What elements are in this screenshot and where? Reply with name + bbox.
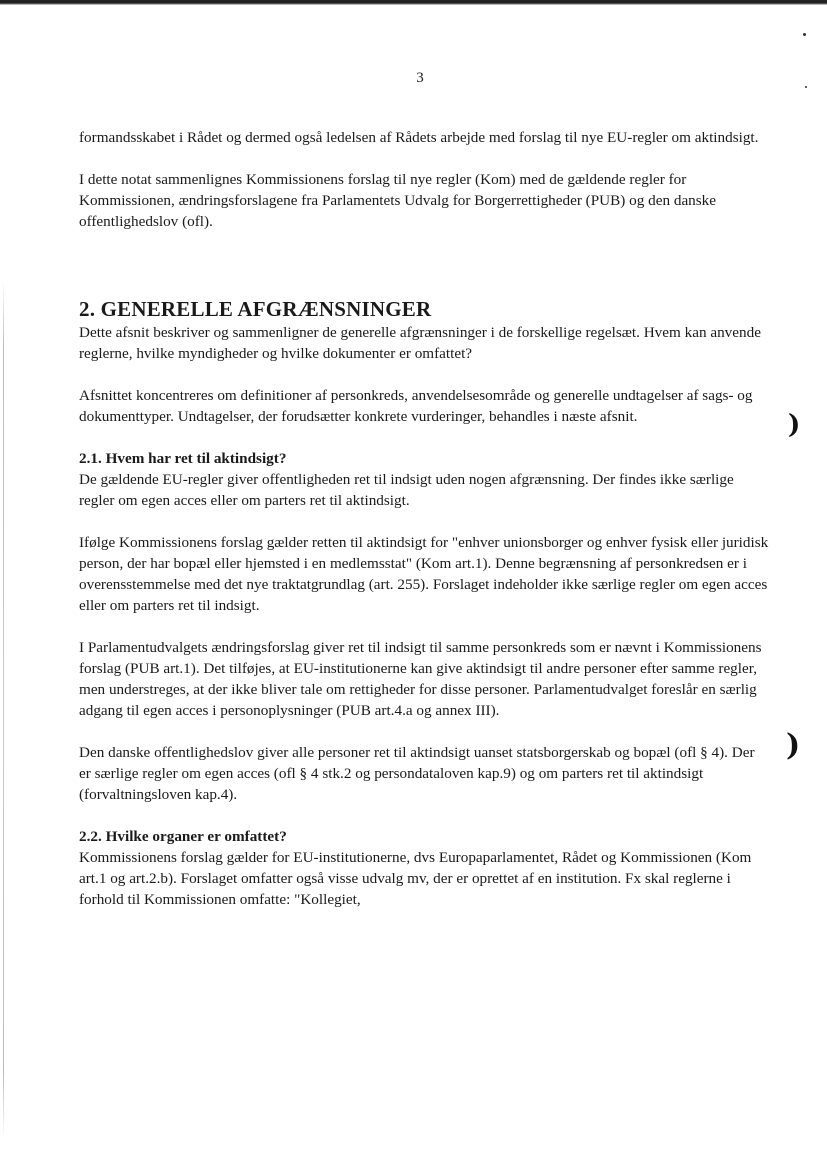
document-body xyxy=(79,127,769,910)
margin-mark: ) xyxy=(786,728,801,763)
paragraph: Ifølge Kommissionens forslag gælder retten til aktindsigt for "enhver unionsborger og enhver fysisk eller juridisk person, der har bopæl eller hjemsted i en medlemsstat" (Kom art.1). Denne begrænsning af personkredsen er i overensstemmelse med det nye traktatgrundlag (art. 255). Forslaget indeholder ikke særlige regler om egen acces eller om parters ret til indsigt. xyxy=(79,534,769,614)
paragraph: De gældende EU-regler giver offentligheden ret til indsigt uden nogen afgrænsning. Der findes ikke særlige regler om egen acces eller om parters ret til aktindsigt. xyxy=(79,471,734,509)
subsection-heading: 2.1. Hvem har ret til aktindsigt? xyxy=(79,450,287,467)
paragraph: formandsskabet i Rådet og dermed også ledelsen af Rådets arbejde med forslag til nye EU-regler om aktindsigt. xyxy=(79,129,759,146)
paragraph: I dette notat sammenlignes Kommissionens forslag til nye regler (Kom) med de gældende regler for Kommissionen, ændringsforslagene fra Parlamentets Udvalg for Borgerrettigheder (PUB) og den danske offentlighedslov (ofl). xyxy=(79,171,717,230)
section-heading: 2. GENERELLE AFGRÆNSNINGER xyxy=(79,297,432,321)
top-scan-edge xyxy=(0,0,827,5)
subsection-heading: 2.2. Hvilke organer er omfattet? xyxy=(79,828,287,845)
paragraph: Afsnittet koncentreres om definitioner af personkreds, anvendelsesområde og generelle undtagelser af sags- og dokumenttyper. Undtagelser, der forudsætter konkrete vurderinger, behandles i næste afsnit. xyxy=(79,387,753,425)
left-scan-edge xyxy=(3,280,4,1140)
page-number: 3 xyxy=(416,70,424,86)
section-2-2 xyxy=(79,826,769,910)
margin-mark: ) xyxy=(788,410,801,440)
scan-speck xyxy=(803,33,806,36)
paragraph: Dette afsnit beskriver og sammenligner de generelle afgrænsninger i de forskellige regelsæt. Hvem kan anvende reglerne, hvilke myndigheder og hvilke dokumenter er omfattet? xyxy=(79,324,761,362)
paragraph: Den danske offentlighedslov giver alle personer ret til aktindsigt uanset statsborgerskab og bopæl (ofl § 4). Der er særlige regler om egen acces (ofl § 4 stk.2 og persondataloven kap.9) og om parters ret til aktindsigt (forvaltningsloven kap.4). xyxy=(79,744,755,803)
paragraph: Kommissionens forslag gælder for EU-institutionerne, dvs Europaparlamentet, Rådet og Kommissionen (Kom art.1 og art.2.b). Forslaget omfatter også visse udvalg mv, der er oprettet af en institution. Fx skal reglerne i forhold til Kommissionen omfatte: "Kollegiet, xyxy=(79,849,752,908)
paragraph: I Parlamentudvalgets ændringsforslag giver ret til indsigt til samme personkreds som er nævnt i Kommissionens forslag (PUB art.1). Det tilføjes, at EU-institutionerne kan give aktindsigt til andre personer efter samme regler, men understreges, at der ikke bliver tale om rettigheder for disse personer. Parlamentudvalget foreslår en særlig adgang til egen acces i personoplysninger (PUB art.4.a og annex III). xyxy=(79,639,762,719)
section-2-1 xyxy=(79,448,769,805)
section-2 xyxy=(79,296,769,427)
